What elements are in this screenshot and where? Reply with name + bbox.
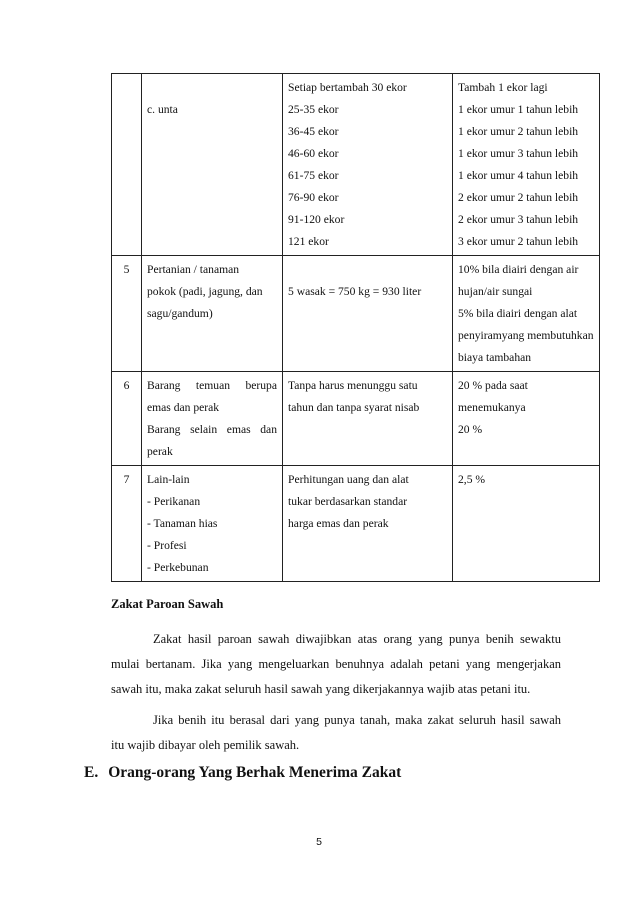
item-name-cell <box>142 74 283 256</box>
row-number-cell <box>112 74 142 256</box>
zakat-line: 3 ekor umur 2 tahun lebih <box>458 235 579 248</box>
paragraph <box>111 627 561 702</box>
amount-line: 61-75 ekor <box>288 169 339 182</box>
nisab-line: harga emas dan perak <box>288 517 389 530</box>
zakat-line: 1 ekor umur 3 tahun lebih <box>458 147 579 160</box>
amount-line: 36-45 ekor <box>288 125 339 138</box>
item-name-line: Pertanian / tanaman <box>147 263 240 276</box>
paragraph <box>111 708 561 758</box>
amount-line: 25-35 ekor <box>288 103 339 116</box>
zakat-line: 2 ekor umur 3 tahun lebih <box>458 213 579 226</box>
paragraph-line: Jika benih itu berasal dari yang punya tanah, maka zakat seluruh hasil sawah <box>153 713 561 727</box>
nisab-cell <box>283 256 453 372</box>
paragraph-line: sawah itu, maka zakat seluruh hasil sawah yang dikerjakannya wajib atas petani itu. <box>111 682 531 696</box>
zakat-line: 1 ekor umur 2 tahun lebih <box>458 125 579 138</box>
zakat-line: 2,5 % <box>458 473 486 486</box>
amount-line: 46-60 ekor <box>288 147 339 160</box>
zakat-cell <box>453 372 600 466</box>
row-number-cell: 6 <box>112 372 142 466</box>
amount-line: 91-120 ekor <box>288 213 345 226</box>
zakat-line: 1 ekor umur 1 tahun lebih <box>458 103 579 116</box>
zakat-line: penyiramyang membutuhkan <box>458 329 594 342</box>
section-title: Zakat Paroan Sawah <box>111 597 224 611</box>
zakat-line: biaya tambahan <box>458 351 532 364</box>
heading-number: E. <box>84 764 99 781</box>
heading-text: Orang-orang Yang Berhak Menerima Zakat <box>108 764 402 781</box>
paragraph-line: mulai bertanam. Jika yang mengeluarkan benuhnya adalah petani yang mengerjakan <box>111 657 561 671</box>
zakat-line: 2 ekor umur 2 tahun lebih <box>458 191 579 204</box>
row-number-cell: 7 <box>112 466 142 582</box>
item-name-line: - Perikanan <box>147 495 201 508</box>
section-heading <box>84 764 401 782</box>
zakat-cell <box>453 466 600 582</box>
item-name-line: sagu/gandum) <box>147 307 213 320</box>
zakat-table <box>111 73 600 582</box>
item-name-line: - Perkebunan <box>147 561 209 574</box>
zakat-line: Tambah 1 ekor lagi <box>458 81 548 94</box>
zakat-line: menemukanya <box>458 401 526 414</box>
paragraph-line: itu wajib dibayar oleh pemilik sawah. <box>111 738 300 752</box>
zakat-line: 20 % <box>458 423 483 436</box>
table-row <box>112 74 600 256</box>
item-name: c. unta <box>147 103 178 116</box>
item-name-line: Barang temuan berupa <box>147 379 277 392</box>
amount-line: Setiap bertambah 30 ekor <box>288 81 407 94</box>
nisab-line: Tanpa harus menunggu satu <box>288 379 418 392</box>
nisab-line: Perhitungan uang dan alat <box>288 473 409 486</box>
item-name-line: perak <box>147 445 173 458</box>
item-name-line: emas dan perak <box>147 401 220 414</box>
row-number-cell: 5 <box>112 256 142 372</box>
item-name-line: - Profesi <box>147 539 187 552</box>
paragraph-line: Zakat hasil paroan sawah diwajibkan atas orang yang punya benih sewaktu <box>153 632 561 646</box>
nisab-cell <box>283 372 453 466</box>
item-name-cell <box>142 372 283 466</box>
zakat-line: 5% bila diairi dengan alat <box>458 307 578 320</box>
amount-line: 76-90 ekor <box>288 191 339 204</box>
page-number: 5 <box>316 836 322 848</box>
zakat-line: hujan/air sungai <box>458 285 533 298</box>
item-name-cell <box>142 256 283 372</box>
amount-line: 121 ekor <box>288 235 329 248</box>
nisab-cell <box>283 466 453 582</box>
table-row <box>112 372 600 466</box>
item-name-cell <box>142 466 283 582</box>
item-name-line: Barang selain emas dan <box>147 423 277 436</box>
zakat-line: 10% bila diairi dengan air <box>458 263 579 276</box>
item-name-line: - Tanaman hias <box>147 517 218 530</box>
item-name-line: Lain-lain <box>147 473 190 486</box>
zakat-line: 20 % pada saat <box>458 379 528 392</box>
table-row <box>112 256 600 372</box>
zakat-line: 1 ekor umur 4 tahun lebih <box>458 169 579 182</box>
nisab-line: tahun dan tanpa syarat nisab <box>288 401 420 414</box>
zakat-cell <box>453 74 600 256</box>
nisab-line: 5 wasak = 750 kg = 930 liter <box>288 285 422 298</box>
zakat-cell <box>453 256 600 372</box>
item-name-line: pokok (padi, jagung, dan <box>147 285 263 298</box>
nisab-line: tukar berdasarkan standar <box>288 495 408 508</box>
nisab-cell <box>283 74 453 256</box>
table-row <box>112 466 600 582</box>
